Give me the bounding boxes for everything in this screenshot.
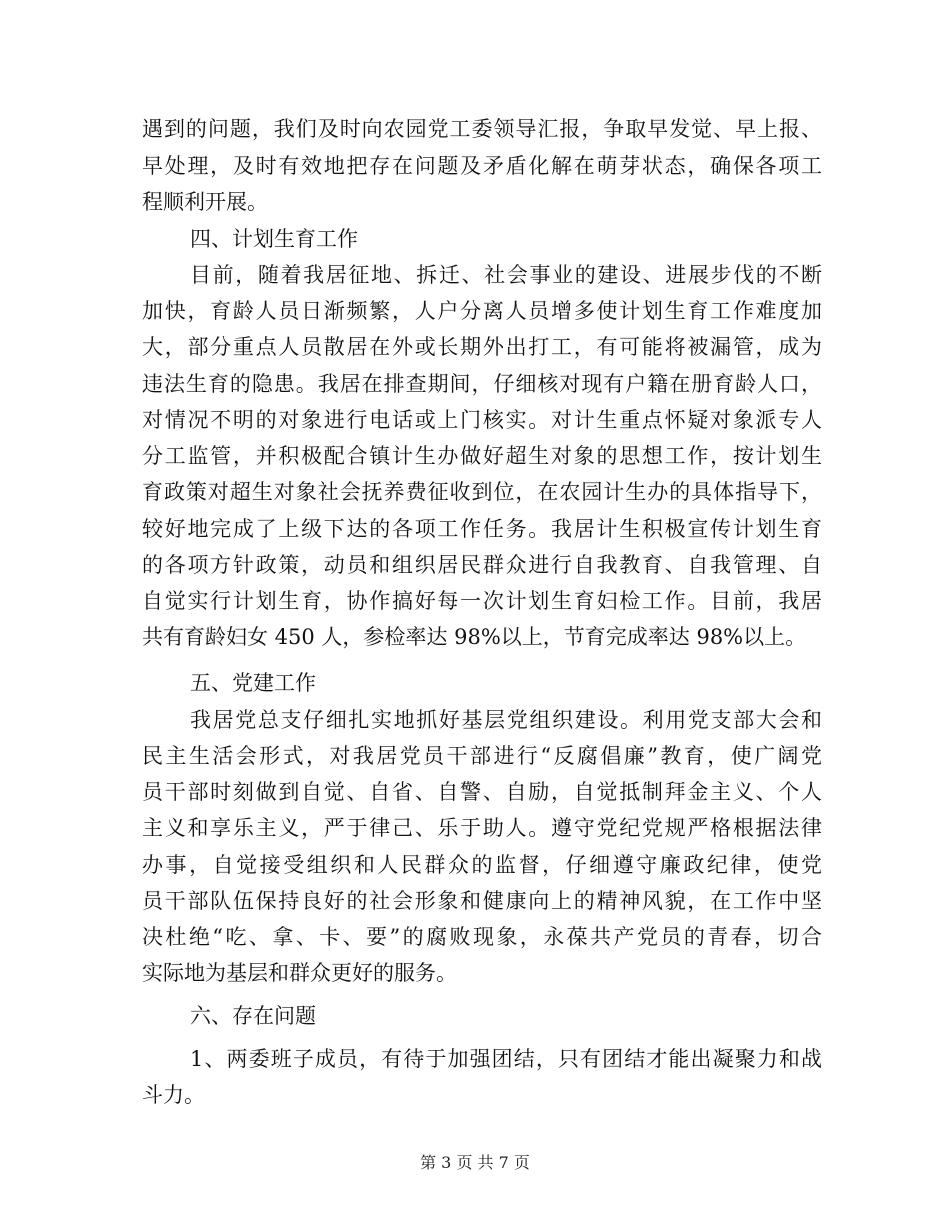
text-line: 违法生育的隐患。我居在排查期间，仔细核对现有户籍在册育龄人口， [142,372,822,396]
text-line: 大，部分重点人员散居在外或长期外出打工，有可能将被漏管，成为 [142,335,822,359]
section-heading-family-planning: 四、计划生育工作 [190,227,358,251]
text-line: 对情况不明的对象进行电话或上门核实。对计生重点怀疑对象派专人 [142,408,822,432]
text-line: 主义和享乐主义，严于律己、乐于助人。遵守党纪党规严格根据法律 [142,816,822,840]
text-line: 决杜绝“吃、拿、卡、要”的腐败现象，永葆共产党员的青春，切合 [142,925,822,949]
text-line: 程顺利开展。 [142,190,268,214]
text-line: 遇到的问题，我们及时向农园党工委领导汇报，争取早发觉、早上报、 [142,117,822,141]
text-line: 民主生活会形式，对我居党员干部进行“反腐倡廉”教育，使广阔党 [142,744,822,768]
text-line: 育政策对超生对象社会抚养费征收到位，在农园计生办的具体指导下， [142,480,822,504]
section-heading-party-building: 五、党建工作 [190,671,316,695]
page-number-footer: 第 3 页 共 7 页 [420,1153,530,1172]
text-line: 我居党总支仔细扎实地抓好基层党组织建设。利用党支部大会和 [190,708,822,732]
text-line: 加快，育龄人员日渐频繁，人户分离人员增多使计划生育工作难度加 [142,299,822,323]
text-line: 自觉实行计划生育，协作搞好每一次计划生育妇检工作。目前，我居 [142,589,822,613]
text-line: 目前，随着我居征地、拆迁、社会事业的建设、进展步伐的不断 [190,263,822,287]
text-line: 办事，自觉接受组织和人民群众的监督，仔细遵守廉政纪律，使党 [142,853,822,877]
text-line: 的各项方针政策，动员和组织居民群众进行自我教育、自我管理、自 [142,553,822,577]
text-line: 早处理，及时有效地把存在问题及矛盾化解在萌芽状态，确保各项工 [142,154,822,178]
text-line: 实际地为基层和群众更好的服务。 [142,961,457,985]
text-line: 共有育龄妇女 450 人，参检率达 98%以上，节育完成率达 98%以上。 [142,625,807,649]
text-line: 分工监管，并积极配合镇计生办做好超生对象的思想工作，按计划生 [142,444,822,468]
text-line: 斗力。 [142,1083,205,1107]
text-line: 1、两委班子成员，有待于加强团结，只有团结才能出凝聚力和战 [190,1047,822,1071]
text-line: 员干部队伍保持良好的社会形象和健康向上的精神风貌，在工作中坚 [142,889,822,913]
section-heading-existing-problems: 六、存在问题 [190,1004,316,1028]
text-line: 员干部时刻做到自觉、自省、自警、自励，自觉抵制拜金主义、个人 [142,780,822,804]
text-line: 较好地完成了上级下达的各项工作任务。我居计生积极宣传计划生育 [142,517,822,541]
